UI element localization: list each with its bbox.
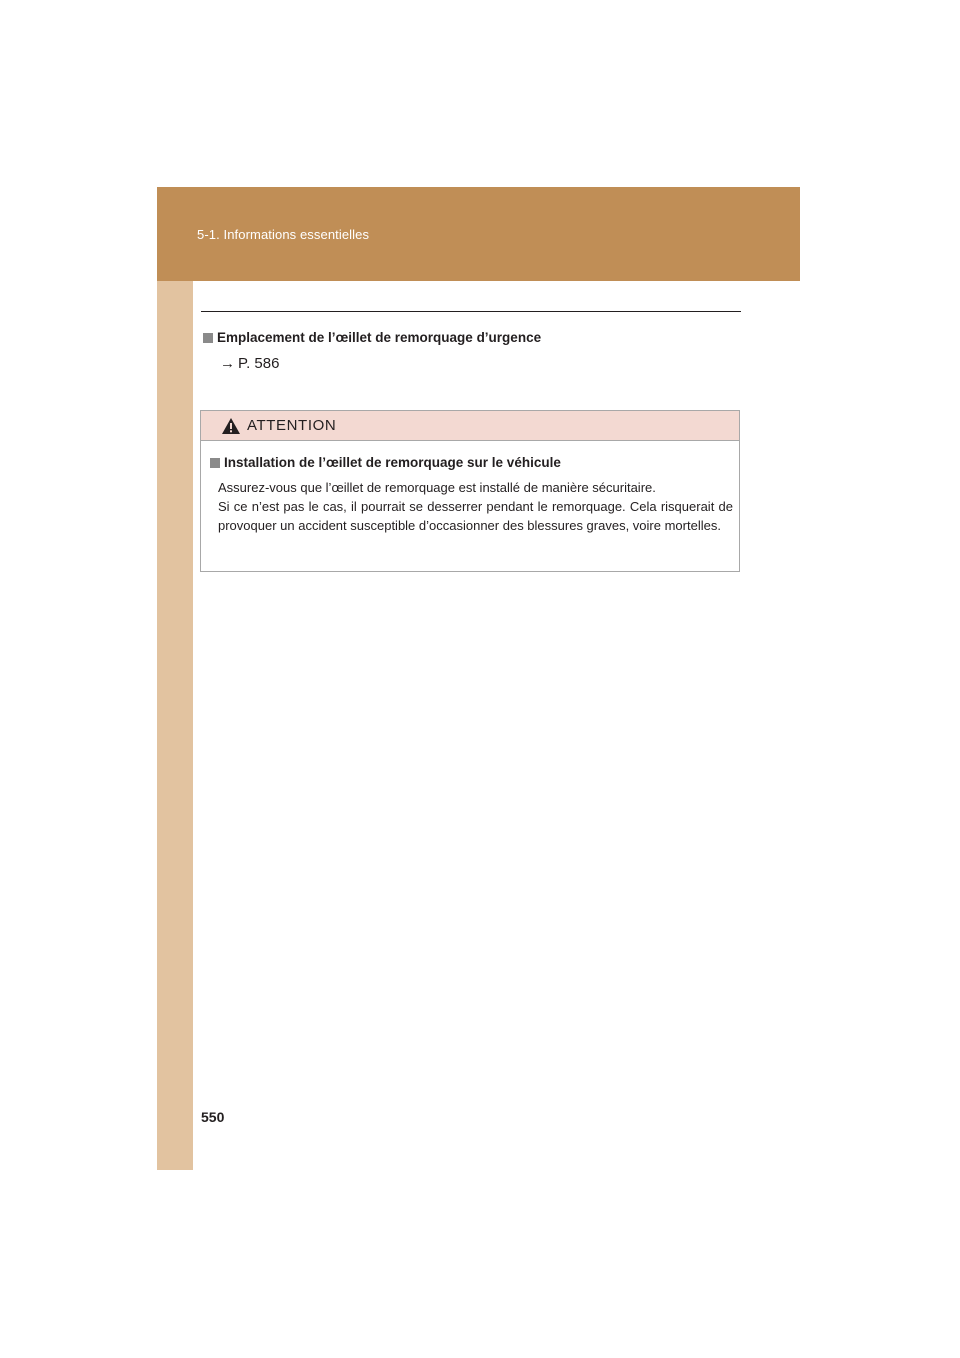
attention-paragraph: Si ce n’est pas le cas, il pourrait se desserrer pendant le remorquage. Cela risquerait de provoquer un accident susceptible d’occasionner des blessures graves, voire mortelles. xyxy=(218,499,733,533)
page-reference[interactable] xyxy=(220,355,279,372)
section-title: 5-1. Informations essentielles xyxy=(197,227,370,242)
warning-triangle-icon xyxy=(221,417,241,435)
attention-body xyxy=(201,441,739,535)
attention-subheading xyxy=(210,455,733,470)
section-heading-text: Emplacement de l’œillet de remorquage d’urgence xyxy=(217,330,542,345)
attention-header xyxy=(201,411,739,441)
page-number: 550 xyxy=(201,1109,225,1125)
arrow-icon: → xyxy=(220,355,235,372)
attention-subheading-text: Installation de l’œillet de remorquage sur le véhicule xyxy=(224,455,561,470)
attention-title: ATTENTION xyxy=(247,417,337,434)
attention-paragraph: Assurez-vous que l’œillet de remorquage est installé de manière sécuritaire. xyxy=(218,480,656,495)
header-band xyxy=(157,187,800,281)
square-bullet-icon xyxy=(203,333,213,343)
attention-text xyxy=(218,478,733,535)
section-heading xyxy=(203,330,541,345)
square-bullet-icon xyxy=(210,458,220,468)
attention-box xyxy=(200,410,740,572)
side-strip xyxy=(157,281,193,1170)
page-reference-text[interactable]: P. 586 xyxy=(238,355,280,372)
horizontal-rule xyxy=(201,311,741,312)
